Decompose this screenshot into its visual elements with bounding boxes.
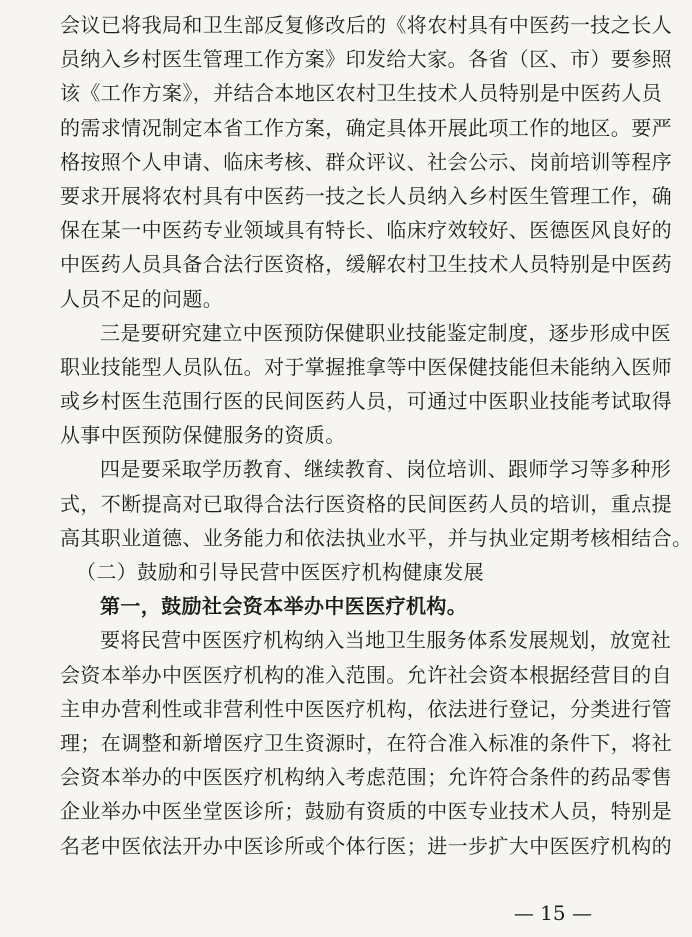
- text-line: 高其职业道德、业务能力和依法执业水平，并与执业定期考核相结合。: [60, 525, 692, 550]
- text-line: 保在某一中医药专业领域具有特长、临床疗效较好、医德医风良好的: [60, 218, 672, 243]
- text-line: 会资本举办的中医医疗机构纳入考虑范围；允许符合条件的药品零售: [60, 765, 672, 790]
- text-line: 理；在调整和新增医疗卫生资源时，在符合准入标准的条件下，将社: [60, 730, 672, 755]
- text-line: 员纳入乡村医生管理工作方案》印发给大家。各省（区、市）要参照: [60, 47, 672, 72]
- text-line: 或乡村医生范围行医的民间医药人员，可通过中医职业技能考试取得: [60, 389, 672, 414]
- text-line: 该《工作方案》，并结合本地区农村卫生技术人员特别是中医药人员: [60, 81, 662, 106]
- text-line: 职业技能型人员队伍。对于掌握推拿等中医保健技能但未能纳入医师: [60, 354, 672, 379]
- text-line: 式，不断提高对已取得合法行医资格的民间医药人员的培训，重点提: [60, 491, 672, 516]
- text-line: 人员不足的问题。: [60, 286, 224, 311]
- text-line: 主申办营利性或非营利性中医医疗机构，依法进行登记，分类进行管: [60, 696, 672, 721]
- bold-subheading: 第一，鼓励社会资本举办中医医疗机构。: [100, 594, 468, 619]
- section-heading: （二）鼓励和引导民营中医医疗机构健康发展: [76, 560, 484, 584]
- text-line: 中医药人员具备合法行医资格，缓解农村卫生技术人员特别是中医药: [60, 252, 672, 277]
- text-line: 企业举办中医坐堂医诊所；鼓励有资质的中医专业技术人员，特别是: [60, 799, 672, 824]
- text-line: 的需求情况制定本省工作方案，确定具体开展此项工作的地区。要严: [60, 115, 672, 140]
- text-line: 会资本举办中医医疗机构的准入范围。允许社会资本根据经营目的自: [60, 662, 672, 687]
- body-text: [60, 8, 692, 863]
- text-line: 格按照个人申请、临床考核、群众评议、社会公示、岗前培训等程序: [60, 149, 672, 174]
- text-line: 要求开展将农村具有中医药一技之长人员纳入乡村医生管理工作，确: [60, 183, 672, 208]
- paragraph-start-line: 三是要研究建立中医预防保健职业技能鉴定制度，逐步形成中医: [100, 320, 672, 345]
- paragraph-start-line: 要将民营中医医疗机构纳入当地卫生服务体系发展规划，放宽社: [100, 628, 672, 653]
- paragraph-start-line: 四是要采取学历教育、继续教育、岗位培训、跟师学习等多种形: [100, 457, 672, 482]
- text-line: 从事中医预防保健服务的资质。: [60, 423, 346, 448]
- page-number: — 15 —: [513, 901, 592, 925]
- text-line: 会议已将我局和卫生部反复修改后的《将农村具有中医药一技之长人: [60, 13, 672, 37]
- text-line: 名老中医依法开办中医诊所或个体行医；进一步扩大中医医疗机构的: [60, 833, 672, 858]
